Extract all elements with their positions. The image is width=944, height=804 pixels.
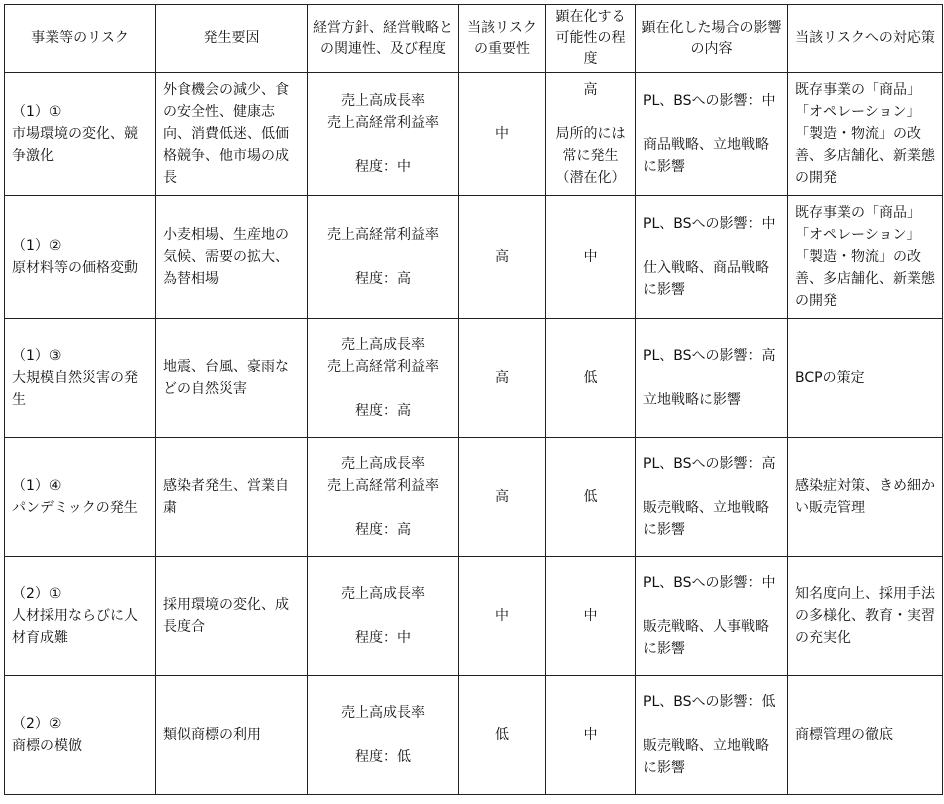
impact-pl-bs: PL、BSへの影響：低 — [643, 694, 776, 710]
importance-cell: 高 — [459, 319, 546, 438]
likelihood-cell — [546, 73, 636, 196]
impact-cell — [636, 557, 788, 676]
risk-cell — [5, 196, 156, 319]
likelihood-cell — [546, 676, 636, 795]
likelihood-level: 中 — [583, 727, 598, 743]
strategy-degree: 程度：中 — [355, 630, 411, 646]
header-impact: 顕在化した場合の影響の内容 — [636, 5, 788, 73]
header-row — [5, 5, 943, 73]
countermeasure-cell: 既存事業の「商品」「オペレーション」「製造・物流」の改善、多店舗化、新業態の開発 — [788, 73, 943, 196]
cause-cell: 小麦相場、生産地の気候、需要の拡大、為替相場 — [156, 196, 308, 319]
risk-cell — [5, 676, 156, 795]
cause-cell: 外食機会の減少、食の安全性、健康志向、消費低迷、低価格競争、他市場の成長 — [156, 73, 308, 196]
strategy-degree: 程度：高 — [355, 522, 411, 538]
impact-pl-bs: PL、BSへの影響：中 — [643, 216, 776, 232]
likelihood-cell — [546, 438, 636, 557]
countermeasure-cell: BCPの策定 — [788, 319, 943, 438]
likelihood-level: 低 — [583, 370, 598, 386]
likelihood-level: 中 — [583, 249, 598, 265]
header-strategy: 経営方針、経営戦略との関連性、及び程度 — [308, 5, 459, 73]
strategy-line-1: 売上高成長率 — [341, 586, 425, 602]
cause-cell: 採用環境の変化、成長度合 — [156, 557, 308, 676]
risk-table — [4, 4, 943, 795]
strategy-cell — [308, 196, 459, 319]
header-countermeasure: 当該リスクへの対応策 — [788, 5, 943, 73]
risk-cell — [5, 73, 156, 196]
impact-cell — [636, 196, 788, 319]
risk-name: 大規模自然災害の発生 — [12, 370, 138, 408]
risk-name: 原材料等の価格変動 — [12, 260, 138, 276]
strategy-degree: 程度：高 — [355, 271, 411, 287]
risk-table-container — [4, 4, 943, 795]
cause-cell: 類似商標の利用 — [156, 676, 308, 795]
strategy-line-2: 売上高経常利益率 — [327, 478, 439, 494]
risk-name: パンデミックの発生 — [12, 500, 138, 516]
table-row — [5, 196, 943, 319]
strategy-line-2: 売上高経常利益率 — [327, 115, 439, 131]
risk-id: （1）② — [12, 238, 62, 254]
cause-cell: 地震、台風、豪雨などの自然災害 — [156, 319, 308, 438]
header-likelihood: 顕在化する可能性の程度 — [546, 5, 636, 73]
strategy-cell — [308, 557, 459, 676]
countermeasure-cell: 感染症対策、きめ細かい販売管理 — [788, 438, 943, 557]
table-row — [5, 319, 943, 438]
risk-id: （1）① — [12, 104, 62, 120]
strategy-degree: 程度：低 — [355, 749, 411, 765]
countermeasure-cell: 商標管理の徹底 — [788, 676, 943, 795]
table-row — [5, 73, 943, 196]
risk-name: 人材採用ならびに人材育成難 — [12, 608, 138, 646]
strategy-degree: 程度：中 — [355, 159, 411, 175]
impact-detail: 仕入戦略、商品戦略に影響 — [643, 260, 769, 298]
likelihood-level: 中 — [583, 608, 598, 624]
risk-cell — [5, 438, 156, 557]
importance-cell: 低 — [459, 676, 546, 795]
risk-id: （1）③ — [12, 348, 62, 364]
impact-cell — [636, 438, 788, 557]
likelihood-level: 高 — [583, 82, 598, 98]
strategy-cell — [308, 73, 459, 196]
importance-cell: 中 — [459, 73, 546, 196]
risk-id: （1）④ — [12, 478, 62, 494]
impact-cell — [636, 73, 788, 196]
likelihood-note: 局所的には常に発生（潜在化） — [555, 126, 626, 186]
strategy-cell — [308, 319, 459, 438]
header-importance: 当該リスクの重要性 — [459, 5, 546, 73]
risk-cell — [5, 557, 156, 676]
impact-detail: 販売戦略、立地戦略に影響 — [643, 500, 769, 538]
importance-cell: 高 — [459, 196, 546, 319]
importance-cell: 高 — [459, 438, 546, 557]
impact-cell — [636, 676, 788, 795]
strategy-cell — [308, 676, 459, 795]
likelihood-level: 低 — [583, 489, 598, 505]
impact-detail: 販売戦略、人事戦略に影響 — [643, 619, 769, 657]
impact-pl-bs: PL、BSへの影響：高 — [643, 348, 776, 364]
risk-id: （2）② — [12, 716, 62, 732]
impact-detail: 立地戦略に影響 — [643, 392, 741, 408]
cause-cell: 感染者発生、営業自粛 — [156, 438, 308, 557]
table-row — [5, 676, 943, 795]
risk-id: （2）① — [12, 586, 62, 602]
risk-cell — [5, 319, 156, 438]
strategy-line-1: 売上高成長率 — [341, 705, 425, 721]
likelihood-cell — [546, 196, 636, 319]
table-row — [5, 557, 943, 676]
impact-pl-bs: PL、BSへの影響：中 — [643, 575, 776, 591]
strategy-line-1: 売上高経常利益率 — [327, 227, 439, 243]
impact-detail: 販売戦略、立地戦略に影響 — [643, 738, 769, 776]
header-risk: 事業等のリスク — [5, 5, 156, 73]
strategy-line-1: 売上高成長率 — [341, 456, 425, 472]
strategy-line-1: 売上高成長率 — [341, 93, 425, 109]
impact-detail: 商品戦略、立地戦略に影響 — [643, 137, 769, 175]
table-row — [5, 438, 943, 557]
countermeasure-cell: 知名度向上、採用手法の多様化、教育・実習の充実化 — [788, 557, 943, 676]
strategy-line-1: 売上高成長率 — [341, 337, 425, 353]
likelihood-cell — [546, 557, 636, 676]
strategy-cell — [308, 438, 459, 557]
impact-cell — [636, 319, 788, 438]
strategy-line-2: 売上高経常利益率 — [327, 359, 439, 375]
header-cause: 発生要因 — [156, 5, 308, 73]
likelihood-cell — [546, 319, 636, 438]
risk-name: 市場環境の変化、競争激化 — [12, 126, 138, 164]
impact-pl-bs: PL、BSへの影響：中 — [643, 93, 776, 109]
importance-cell: 中 — [459, 557, 546, 676]
risk-name: 商標の模倣 — [12, 738, 82, 754]
strategy-degree: 程度：高 — [355, 403, 411, 419]
countermeasure-cell: 既存事業の「商品」「オペレーション」「製造・物流」の改善、多店舗化、新業態の開発 — [788, 196, 943, 319]
impact-pl-bs: PL、BSへの影響：高 — [643, 456, 776, 472]
